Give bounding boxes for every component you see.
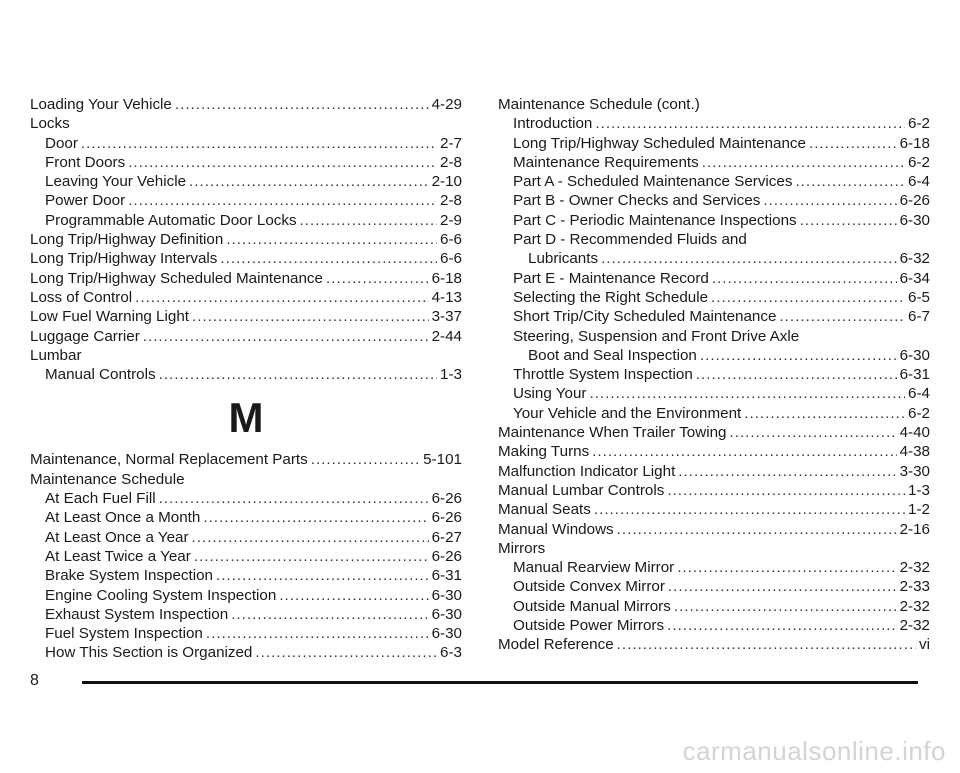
- index-entry[interactable]: [30, 489, 462, 508]
- dot-leader: [189, 172, 429, 191]
- dot-leader: [800, 211, 897, 230]
- index-entry[interactable]: [498, 500, 930, 519]
- dot-leader: [159, 365, 437, 384]
- entry-title: Manual Windows: [498, 520, 614, 538]
- index-entry[interactable]: [30, 95, 462, 114]
- index-entry[interactable]: [498, 307, 930, 326]
- page-number: 8: [30, 672, 39, 689]
- index-entry[interactable]: [498, 423, 930, 442]
- index-entry[interactable]: [498, 558, 930, 577]
- index-heading: Maintenance Schedule (cont.): [498, 96, 700, 113]
- dot-leader: [667, 616, 897, 635]
- entry-page-ref: 2-44: [431, 327, 462, 345]
- index-entry[interactable]: [30, 191, 462, 210]
- entry-title: Manual Seats: [498, 501, 591, 519]
- index-entry[interactable]: [498, 577, 930, 596]
- dot-leader: [594, 500, 905, 519]
- entry-title: Maintenance, Normal Replacement Parts: [30, 451, 308, 469]
- dot-leader: [592, 442, 896, 461]
- entry-page-ref: 6-5: [908, 288, 930, 306]
- index-heading: Lumbar: [30, 346, 82, 364]
- entry-title: Selecting the Right Schedule: [513, 288, 709, 306]
- index-heading: Steering, Suspension and Front Drive Axle: [513, 327, 800, 345]
- entry-page-ref: 4-13: [431, 288, 462, 306]
- entry-page-ref: 2-7: [440, 134, 462, 152]
- index-entry[interactable]: [30, 327, 462, 346]
- entry-page-ref: 6-30: [899, 346, 930, 364]
- entry-page-ref: 2-32: [899, 597, 930, 615]
- dot-leader: [192, 307, 429, 326]
- index-entry[interactable]: [30, 230, 462, 249]
- entry-page-ref: 6-26: [431, 547, 462, 565]
- index-entry[interactable]: [30, 249, 462, 268]
- index-entry[interactable]: [30, 288, 462, 307]
- dot-leader: [231, 605, 428, 624]
- entry-title: Boot and Seal Inspection: [528, 346, 697, 364]
- entry-title: At Least Twice a Year: [45, 547, 191, 565]
- dot-leader: [311, 450, 420, 469]
- dot-leader: [674, 597, 897, 616]
- entry-page-ref: 4-29: [431, 96, 462, 113]
- index-heading: Locks: [30, 115, 70, 133]
- watermark[interactable]: carmanualsonline.info: [682, 736, 946, 766]
- entry-title: Long Trip/Highway Scheduled Maintenance: [30, 269, 323, 287]
- index-entry[interactable]: [498, 365, 930, 384]
- dot-leader: [668, 577, 897, 596]
- entry-title: Maintenance Requirements: [513, 153, 699, 171]
- dot-leader: [206, 624, 429, 643]
- section-letter: M: [228, 394, 264, 442]
- entry-page-ref: 4-38: [899, 443, 930, 461]
- entry-page-ref: 6-31: [431, 567, 462, 585]
- index-entry[interactable]: [498, 597, 930, 616]
- entry-title: Leaving Your Vehicle: [45, 173, 187, 191]
- index-entry[interactable]: [30, 508, 462, 527]
- entry-page-ref: 1-2: [908, 501, 930, 519]
- entry-title: At Each Fuel Fill: [45, 490, 156, 508]
- entry-page-ref: 2-32: [899, 559, 930, 577]
- dot-leader: [700, 346, 897, 365]
- index-column-right: [498, 95, 930, 655]
- entry-title: Brake System Inspection: [45, 567, 213, 585]
- index-entry[interactable]: [30, 643, 462, 662]
- dot-leader: [81, 134, 437, 153]
- entry-page-ref: 6-30: [431, 625, 462, 643]
- entry-page-ref: 6-30: [431, 586, 462, 604]
- entry-title: Programmable Automatic Door Locks: [45, 211, 297, 229]
- entry-title: Luggage Carrier: [30, 327, 140, 345]
- entry-page-ref: 6-18: [899, 134, 930, 152]
- entry-page-ref: 2-10: [431, 173, 462, 191]
- index-entry[interactable]: [30, 547, 462, 566]
- index-entry[interactable]: [498, 346, 930, 365]
- dot-leader: [678, 462, 896, 481]
- entry-title: Long Trip/Highway Scheduled Maintenance: [513, 134, 806, 152]
- dot-leader: [763, 191, 896, 210]
- entry-page-ref: 6-6: [440, 231, 462, 249]
- entry-page-ref: 2-16: [899, 520, 930, 538]
- index-entry[interactable]: [498, 635, 930, 654]
- dot-leader: [226, 230, 437, 249]
- dot-leader: [255, 643, 437, 662]
- dot-leader: [696, 365, 897, 384]
- index-entry[interactable]: [30, 307, 462, 326]
- entry-title: Part E - Maintenance Record: [513, 269, 709, 287]
- dot-leader: [779, 307, 905, 326]
- dot-leader: [617, 520, 897, 539]
- index-entry[interactable]: [498, 114, 930, 133]
- index-heading: Part D - Recommended Fluids and: [513, 231, 747, 249]
- entry-title: Maintenance When Trailer Towing: [498, 424, 727, 442]
- dot-leader: [711, 288, 905, 307]
- footer-rule: [82, 681, 918, 684]
- entry-page-ref: 1-3: [908, 481, 930, 499]
- dot-leader: [601, 249, 897, 268]
- entry-page-ref: 6-34: [899, 269, 930, 287]
- entry-title: Manual Controls: [45, 366, 156, 384]
- index-entry[interactable]: [30, 605, 462, 624]
- index-entry[interactable]: [498, 384, 930, 403]
- index-entry[interactable]: [498, 172, 930, 191]
- entry-title: Door: [45, 134, 78, 152]
- entry-title: Long Trip/Highway Definition: [30, 231, 224, 249]
- entry-page-ref: 2-9: [440, 211, 462, 229]
- entry-page-ref: 6-2: [908, 153, 930, 171]
- entry-page-ref: 6-27: [431, 528, 462, 546]
- entry-title: Front Doors: [45, 153, 126, 171]
- entry-page-ref: vi: [919, 636, 930, 654]
- dot-leader: [216, 566, 429, 585]
- dot-leader: [203, 508, 428, 527]
- dot-leader: [595, 114, 905, 133]
- entry-title: How This Section is Organized: [45, 644, 253, 662]
- index-entry[interactable]: [498, 249, 930, 268]
- index-entry[interactable]: [30, 586, 462, 605]
- index-column-left: [30, 95, 462, 663]
- dot-leader: [220, 249, 437, 268]
- index-entry[interactable]: [30, 528, 462, 547]
- index-entry[interactable]: [30, 153, 462, 172]
- entry-title: Throttle System Inspection: [513, 366, 693, 384]
- dot-leader: [730, 423, 897, 442]
- entry-title: Your Vehicle and the Environment: [513, 404, 742, 422]
- entry-page-ref: 3-30: [899, 462, 930, 480]
- entry-page-ref: 6-7: [908, 308, 930, 326]
- dot-leader: [128, 153, 437, 172]
- index-entry[interactable]: [498, 481, 930, 500]
- dot-leader: [300, 211, 438, 230]
- entry-page-ref: 3-37: [431, 308, 462, 326]
- entry-title: Loading Your Vehicle: [30, 96, 172, 113]
- entry-title: Part C - Periodic Maintenance Inspections: [513, 211, 797, 229]
- dot-leader: [135, 288, 428, 307]
- entry-title: At Least Once a Year: [45, 528, 189, 546]
- dot-leader: [589, 384, 905, 403]
- entry-title: Loss of Control: [30, 288, 133, 306]
- entry-page-ref: 6-4: [908, 385, 930, 403]
- entry-page-ref: 6-2: [908, 404, 930, 422]
- entry-title: Part A - Scheduled Maintenance Services: [513, 173, 793, 191]
- dot-leader: [175, 95, 429, 114]
- entry-title: Outside Convex Mirror: [513, 578, 665, 596]
- index-entry[interactable]: [498, 442, 930, 461]
- entry-page-ref: 6-6: [440, 250, 462, 268]
- entry-page-ref: 6-30: [431, 605, 462, 623]
- dot-leader: [143, 327, 429, 346]
- entry-title: Making Turns: [498, 443, 590, 461]
- index-entry[interactable]: [498, 520, 930, 539]
- index-entry[interactable]: [498, 616, 930, 635]
- dot-leader: [326, 269, 429, 288]
- dot-leader: [279, 586, 428, 605]
- dot-leader: [712, 269, 897, 288]
- entry-page-ref: 5-101: [423, 451, 462, 469]
- dot-leader: [677, 558, 896, 577]
- entry-title: Power Door: [45, 192, 126, 210]
- entry-page-ref: 2-32: [899, 617, 930, 635]
- entry-title: Long Trip/Highway Intervals: [30, 250, 218, 268]
- entry-title: Fuel System Inspection: [45, 625, 203, 643]
- entry-page-ref: 6-4: [908, 173, 930, 191]
- entry-title: Engine Cooling System Inspection: [45, 586, 277, 604]
- index-entry[interactable]: [30, 134, 462, 153]
- dot-leader: [809, 134, 897, 153]
- entry-page-ref: 6-18: [431, 269, 462, 287]
- index-heading: Mirrors: [498, 539, 546, 557]
- entry-page-ref: 6-32: [899, 250, 930, 268]
- entry-page-ref: 6-2: [908, 115, 930, 133]
- entry-page-ref: 6-26: [431, 509, 462, 527]
- index-entry[interactable]: [30, 450, 462, 469]
- index-entry[interactable]: [30, 269, 462, 288]
- entry-title: At Least Once a Month: [45, 509, 201, 527]
- dot-leader: [795, 172, 905, 191]
- entry-page-ref: 6-30: [899, 211, 930, 229]
- entry-page-ref: 6-26: [899, 192, 930, 210]
- index-entry[interactable]: [30, 172, 462, 191]
- entry-title: Manual Lumbar Controls: [498, 481, 665, 499]
- entry-title: Outside Manual Mirrors: [513, 597, 671, 615]
- entry-page-ref: 6-3: [440, 644, 462, 662]
- index-entry[interactable]: [30, 624, 462, 643]
- dot-leader: [702, 153, 905, 172]
- entry-page-ref: 1-3: [440, 366, 462, 384]
- index-entry[interactable]: [30, 211, 462, 230]
- entry-title: Outside Power Mirrors: [513, 617, 665, 635]
- index-entry[interactable]: [498, 288, 930, 307]
- entry-page-ref: 2-8: [440, 153, 462, 171]
- entry-title: Exhaust System Inspection: [45, 605, 229, 623]
- index-entry[interactable]: [498, 269, 930, 288]
- entry-title: Lubricants: [528, 250, 599, 268]
- entry-title: Short Trip/City Scheduled Maintenance: [513, 308, 777, 326]
- index-entry[interactable]: [498, 134, 930, 153]
- dot-leader: [617, 635, 916, 654]
- dot-leader: [194, 547, 429, 566]
- entry-page-ref: 2-8: [440, 192, 462, 210]
- dot-leader: [192, 528, 429, 547]
- index-entry[interactable]: [498, 462, 930, 481]
- entry-title: Manual Rearview Mirror: [513, 559, 675, 577]
- entry-page-ref: 2-33: [899, 578, 930, 596]
- dot-leader: [667, 481, 905, 500]
- index-entry[interactable]: [498, 153, 930, 172]
- entry-title: Model Reference: [498, 636, 614, 654]
- index-entry[interactable]: [30, 365, 462, 384]
- index-entry[interactable]: [498, 211, 930, 230]
- index-entry[interactable]: [498, 191, 930, 210]
- entry-title: Using Your: [513, 385, 587, 403]
- entry-title: Introduction: [513, 115, 593, 133]
- index-heading: Maintenance Schedule: [30, 470, 185, 488]
- entry-title: Malfunction Indicator Light: [498, 462, 676, 480]
- index-entry[interactable]: [30, 566, 462, 585]
- entry-title: Low Fuel Warning Light: [30, 308, 189, 326]
- dot-leader: [744, 404, 905, 423]
- dot-leader: [128, 191, 437, 210]
- dot-leader: [159, 489, 429, 508]
- entry-page-ref: 6-31: [899, 366, 930, 384]
- index-entry[interactable]: [498, 404, 930, 423]
- entry-title: Part B - Owner Checks and Services: [513, 192, 761, 210]
- entry-page-ref: 6-26: [431, 490, 462, 508]
- entry-page-ref: 4-40: [899, 424, 930, 442]
